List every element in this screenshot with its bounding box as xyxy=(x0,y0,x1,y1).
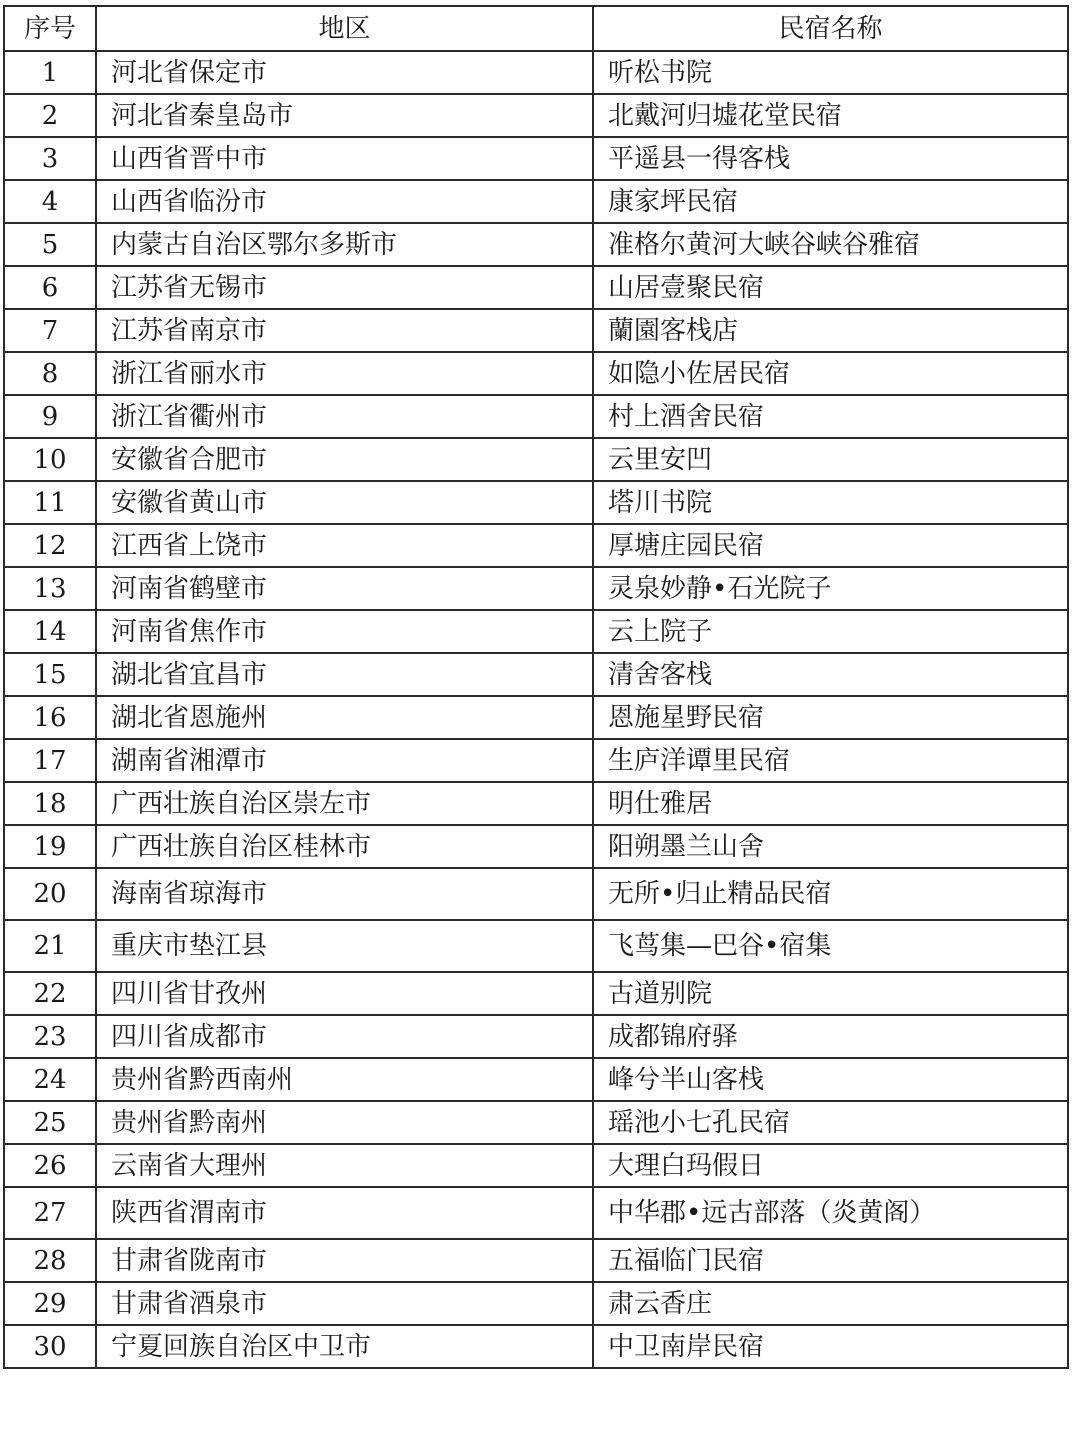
row-number: 2 xyxy=(4,94,96,137)
row-homestay-name: 阳朔墨兰山舍 xyxy=(593,825,1068,868)
row-homestay-name: 成都锦府驿 xyxy=(593,1015,1068,1058)
row-number: 5 xyxy=(4,223,96,266)
row-number: 21 xyxy=(4,920,96,972)
row-region: 广西壮族自治区崇左市 xyxy=(96,782,593,825)
row-homestay-name: 云里安凹 xyxy=(593,438,1068,481)
row-number: 22 xyxy=(4,972,96,1015)
table-row xyxy=(4,782,1068,825)
row-number: 8 xyxy=(4,352,96,395)
row-region: 湖北省恩施州 xyxy=(96,696,593,739)
row-homestay-name: 厚塘庄园民宿 xyxy=(593,524,1068,567)
table-row xyxy=(4,653,1068,696)
row-number: 25 xyxy=(4,1101,96,1144)
table-row xyxy=(4,825,1068,868)
row-homestay-name: 古道别院 xyxy=(593,972,1068,1015)
row-number: 16 xyxy=(4,696,96,739)
row-region: 四川省成都市 xyxy=(96,1015,593,1058)
row-homestay-name: 听松书院 xyxy=(593,51,1068,94)
row-region: 安徽省黄山市 xyxy=(96,481,593,524)
row-region: 广西壮族自治区桂林市 xyxy=(96,825,593,868)
row-number: 19 xyxy=(4,825,96,868)
row-number: 23 xyxy=(4,1015,96,1058)
row-number: 28 xyxy=(4,1239,96,1282)
table-row xyxy=(4,1239,1068,1282)
row-homestay-name: 塔川书院 xyxy=(593,481,1068,524)
table-row xyxy=(4,137,1068,180)
row-region: 浙江省衢州市 xyxy=(96,395,593,438)
row-homestay-name: 康家坪民宿 xyxy=(593,180,1068,223)
row-number: 11 xyxy=(4,481,96,524)
row-number: 14 xyxy=(4,610,96,653)
table-row xyxy=(4,1325,1068,1368)
row-region: 河北省保定市 xyxy=(96,51,593,94)
row-number: 1 xyxy=(4,51,96,94)
table-header-row xyxy=(4,6,1068,51)
row-region: 河北省秦皇岛市 xyxy=(96,94,593,137)
row-homestay-name: 云上院子 xyxy=(593,610,1068,653)
row-homestay-name: 飞茑集—巴谷•宿集 xyxy=(593,920,1068,972)
row-region: 贵州省黔西南州 xyxy=(96,1058,593,1101)
row-region: 湖北省宜昌市 xyxy=(96,653,593,696)
row-homestay-name: 北戴河归墟花堂民宿 xyxy=(593,94,1068,137)
row-number: 12 xyxy=(4,524,96,567)
table-row xyxy=(4,266,1068,309)
row-homestay-name: 灵泉妙静•石光院子 xyxy=(593,567,1068,610)
table-row xyxy=(4,180,1068,223)
row-homestay-name: 肃云香庄 xyxy=(593,1282,1068,1325)
row-region: 四川省甘孜州 xyxy=(96,972,593,1015)
row-homestay-name: 如隐小佐居民宿 xyxy=(593,352,1068,395)
table-row xyxy=(4,1144,1068,1187)
table-row xyxy=(4,481,1068,524)
header-region: 地区 xyxy=(96,6,593,51)
table-row xyxy=(4,696,1068,739)
table-row xyxy=(4,1015,1068,1058)
row-region: 云南省大理州 xyxy=(96,1144,593,1187)
row-region: 江苏省无锡市 xyxy=(96,266,593,309)
row-number: 29 xyxy=(4,1282,96,1325)
table-row xyxy=(4,395,1068,438)
row-number: 10 xyxy=(4,438,96,481)
table-row xyxy=(4,972,1068,1015)
table-row xyxy=(4,309,1068,352)
row-number: 24 xyxy=(4,1058,96,1101)
row-region: 浙江省丽水市 xyxy=(96,352,593,395)
row-number: 30 xyxy=(4,1325,96,1368)
row-number: 15 xyxy=(4,653,96,696)
row-homestay-name: 峰兮半山客栈 xyxy=(593,1058,1068,1101)
table-row xyxy=(4,352,1068,395)
table-row xyxy=(4,868,1068,920)
row-number: 6 xyxy=(4,266,96,309)
table-row xyxy=(4,739,1068,782)
table-row xyxy=(4,438,1068,481)
row-region: 贵州省黔南州 xyxy=(96,1101,593,1144)
row-number: 20 xyxy=(4,868,96,920)
row-region: 海南省琼海市 xyxy=(96,868,593,920)
table-row xyxy=(4,51,1068,94)
row-region: 甘肃省酒泉市 xyxy=(96,1282,593,1325)
row-homestay-name: 平遥县一得客栈 xyxy=(593,137,1068,180)
table-body xyxy=(4,51,1068,1368)
row-region: 甘肃省陇南市 xyxy=(96,1239,593,1282)
row-number: 27 xyxy=(4,1187,96,1239)
row-number: 13 xyxy=(4,567,96,610)
row-region: 湖南省湘潭市 xyxy=(96,739,593,782)
row-homestay-name: 准格尔黄河大峡谷峡谷雅宿 xyxy=(593,223,1068,266)
table-row xyxy=(4,1187,1068,1239)
homestay-table xyxy=(3,5,1069,1369)
row-homestay-name: 中华郡•远古部落（炎黄阁） xyxy=(593,1187,1068,1239)
row-homestay-name: 明仕雅居 xyxy=(593,782,1068,825)
table-row xyxy=(4,524,1068,567)
row-region: 重庆市垫江县 xyxy=(96,920,593,972)
table-row xyxy=(4,1282,1068,1325)
row-region: 山西省临汾市 xyxy=(96,180,593,223)
table-row xyxy=(4,567,1068,610)
row-region: 山西省晋中市 xyxy=(96,137,593,180)
table-row xyxy=(4,1101,1068,1144)
row-homestay-name: 生庐洋谭里民宿 xyxy=(593,739,1068,782)
row-number: 4 xyxy=(4,180,96,223)
row-number: 18 xyxy=(4,782,96,825)
row-region: 陕西省渭南市 xyxy=(96,1187,593,1239)
header-no: 序号 xyxy=(4,6,96,51)
table-row xyxy=(4,1058,1068,1101)
row-region: 内蒙古自治区鄂尔多斯市 xyxy=(96,223,593,266)
row-homestay-name: 恩施星野民宿 xyxy=(593,696,1068,739)
row-homestay-name: 山居壹聚民宿 xyxy=(593,266,1068,309)
row-region: 宁夏回族自治区中卫市 xyxy=(96,1325,593,1368)
row-number: 26 xyxy=(4,1144,96,1187)
row-homestay-name: 清舍客栈 xyxy=(593,653,1068,696)
row-homestay-name: 五福临门民宿 xyxy=(593,1239,1068,1282)
row-region: 安徽省合肥市 xyxy=(96,438,593,481)
row-number: 3 xyxy=(4,137,96,180)
row-number: 7 xyxy=(4,309,96,352)
row-number: 9 xyxy=(4,395,96,438)
row-number: 17 xyxy=(4,739,96,782)
row-homestay-name: 中卫南岸民宿 xyxy=(593,1325,1068,1368)
row-homestay-name: 大理白玛假日 xyxy=(593,1144,1068,1187)
row-homestay-name: 无所•归止精品民宿 xyxy=(593,868,1068,920)
row-region: 河南省焦作市 xyxy=(96,610,593,653)
header-name: 民宿名称 xyxy=(593,6,1068,51)
table-row xyxy=(4,94,1068,137)
row-region: 河南省鹤壁市 xyxy=(96,567,593,610)
table-row xyxy=(4,920,1068,972)
table-row xyxy=(4,223,1068,266)
row-region: 江苏省南京市 xyxy=(96,309,593,352)
row-region: 江西省上饶市 xyxy=(96,524,593,567)
row-homestay-name: 村上酒舍民宿 xyxy=(593,395,1068,438)
row-homestay-name: 瑶池小七孔民宿 xyxy=(593,1101,1068,1144)
table-row xyxy=(4,610,1068,653)
row-homestay-name: 蘭園客栈店 xyxy=(593,309,1068,352)
